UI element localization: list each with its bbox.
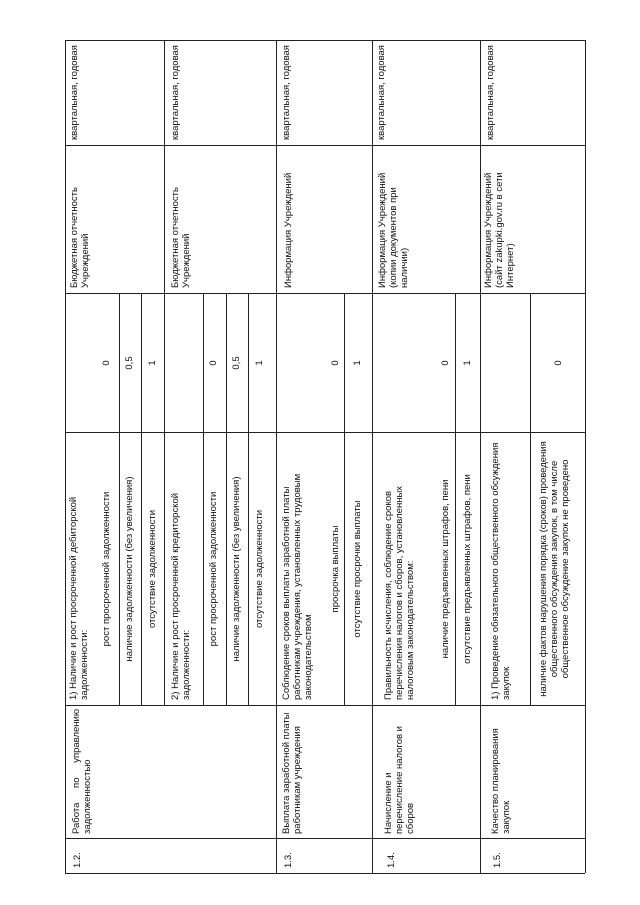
criterion-score: 0 [440, 360, 451, 366]
rule-row-1-3 [276, 40, 277, 873]
period-text: квартальная, годовая [69, 45, 80, 140]
criterion-score: 0 [208, 360, 219, 366]
criterion-text: наличие фактов нарушения порядка (сроков) проведения общественного обсуждения закупок, в том числе общественное обсуждение закупок не проведено [538, 441, 571, 697]
criterion-text: отсутствие задолженности [254, 509, 265, 629]
criterion-score: 0 [330, 360, 341, 366]
criterion-text: рост просроченной задолженности [101, 491, 112, 647]
criterion-score: 1 [254, 360, 265, 366]
rule-top [65, 40, 585, 41]
criterion-text: наличие предъявленных штрафов, пени [440, 479, 451, 659]
source-text: Информация Учреждений (сайт zakupki.gov.ru в сети Интернет) [483, 172, 516, 288]
period-text: квартальная, годовая [170, 45, 181, 140]
criterion-score: 1 [462, 360, 473, 366]
criterion-text: просрочка выплаты [330, 525, 341, 613]
period-text: квартальная, годовая [281, 45, 292, 140]
sub-7 [455, 293, 456, 705]
sub-1 [119, 293, 120, 705]
criterion-text: 1) Проведение обязательного общественного обсуждения закупок [490, 442, 512, 700]
period-text: квартальная, годовая [376, 45, 387, 140]
row-num: 1.5. [492, 852, 503, 868]
source-text: Бюджетная отчетность Учреждений [69, 187, 91, 288]
criterion-score: 0,5 [124, 356, 135, 370]
criterion-text: отсутствие задолженности [147, 509, 158, 629]
rule-right [585, 40, 586, 873]
criterion-score: 0,5 [231, 356, 242, 370]
source-text: Бюджетная отчетность Учреждений [170, 187, 192, 288]
period-text: квартальная, годовая [485, 45, 496, 140]
criterion-text: наличие задолженности (без увеличения) [124, 476, 135, 662]
criterion-text: отсутствие просрочки выплаты [352, 500, 363, 638]
rule-left [65, 40, 66, 873]
criterion-text: 2) Наличие и рост просроченной кредиторской задолженности: [170, 492, 192, 700]
criterion-text: отсутствие предъявленных штрафов, пени [462, 474, 473, 664]
criterion-text: Соблюдение сроков выплаты заработной платы работникам учреждения, установленных трудовым законодательством [281, 473, 314, 700]
criterion-text: 1) Наличие и рост просроченной дебиторской задолженности: [68, 496, 90, 700]
rule-source-score [65, 293, 585, 294]
row-num: 1.3. [283, 852, 294, 868]
sub-3 [203, 293, 204, 705]
criterion-score: 0 [553, 360, 564, 366]
rule-period-source [65, 145, 585, 146]
sub-2 [141, 293, 142, 705]
rule-row-1-2-split [164, 40, 165, 705]
rule-bottom [65, 873, 585, 874]
sub-5 [248, 293, 249, 705]
criterion-text: наличие задолженности (без увеличения) [231, 476, 242, 662]
criterion-text: Правильность исчисления, соблюдение сроков перечисления налогов и сборов, установленных налоговым законодательством: [383, 485, 416, 700]
rule-score-criteria [65, 432, 585, 433]
source-text: Информация Учреждений [283, 172, 294, 288]
row-name: Работа по управлению задолженностью [71, 709, 93, 834]
criterion-score: 0 [101, 360, 112, 366]
rule-row-1-4 [372, 40, 373, 873]
sub-6 [344, 293, 345, 705]
source-text: Информация Учреждений (копии документов при наличии) [377, 172, 410, 288]
row-name: Качество планирования закупок [490, 728, 512, 834]
rule-criteria-name [65, 705, 585, 706]
row-name: Начисление и перечисление налогов и сборов [383, 726, 416, 834]
row-name: Выплата заработной платы работникам учреждения [281, 712, 303, 834]
sub-4 [226, 293, 227, 705]
criterion-score: 1 [352, 360, 363, 366]
criterion-text: рост просроченной задолженности [208, 491, 219, 647]
row-num: 1.4. [386, 852, 397, 868]
rule-name-num [65, 838, 585, 839]
rule-row-1-5 [480, 40, 481, 873]
row-num: 1.2. [72, 852, 83, 868]
criterion-score: 1 [147, 360, 158, 366]
sub-8 [530, 293, 531, 705]
